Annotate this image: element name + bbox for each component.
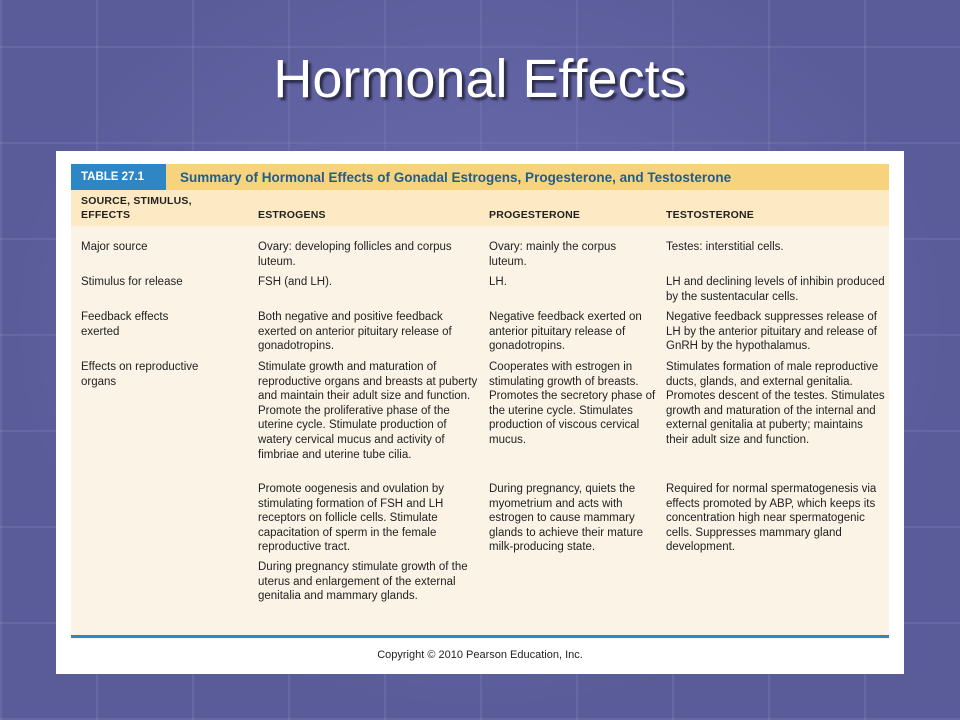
table-caption: Summary of Hormonal Effects of Gonadal Estrogens, Progesterone, and Testosterone [180,169,732,185]
table-bottom-rule [71,635,889,638]
estrogens-cell: Stimulate growth and maturation of reproductive organs and breasts at puberty and maintain their adult size and function. Promote the proliferative phase of the uterine cycle. Stimulate production of watery cervical mucus and activity of fimbriae and uterine tube cilia. [258,361,478,461]
testosterone-cell: Required for normal spermatogenesis via effects promoted by ABP, which keeps its concentration high near spermatogenic cells. Suppresses mammary gland development. [666,483,877,554]
header-testosterone: TESTOSTERONE [666,209,754,221]
testosterone-cell: LH and declining levels of inhibin produced by the sustentacular cells. [666,276,885,303]
header-source: SOURCE, STIMULUS, EFFECTS [81,195,192,221]
progesterone-cell: Ovary: mainly the corpus luteum. [489,241,617,268]
table-figure [56,151,904,674]
row-label: Major source [81,241,148,253]
copyright-notice: Copyright © 2010 Pearson Education, Inc. [377,649,583,661]
estrogens-cell: Both negative and positive feedback exerted on anterior pituitary release of gonadotropins. [258,311,452,353]
summary-table [71,164,889,639]
estrogens-cell: Ovary: developing follicles and corpus luteum. [258,241,452,268]
progesterone-cell: LH. [489,276,507,288]
header-progesterone: PROGESTERONE [489,209,581,221]
row-label: Effects on reproductive organs [81,361,199,388]
column-headers [71,190,889,226]
progesterone-cell: Cooperates with estrogen in stimulating growth of breasts. Promotes the secretory phase of the uterine cycle. Stimulates production of viscous cervical mucus. [489,361,656,446]
slide-title: Hormonal Effects [273,49,687,109]
row-label: Feedback effects exerted [81,311,169,338]
progesterone-cell: During pregnancy, quiets the myometrium and acts with estrogen to cause mammary glands to achieve their mature milk-producing state. [489,483,644,554]
table-header-bar [71,164,889,190]
testosterone-cell: Stimulates formation of male reproductive ducts, glands, and external genitalia. Promotes descent of the testes. Stimulates growth and maturation of the internal and external genitalia at puberty; maintains their adult size and function. [666,361,885,446]
testosterone-cell: Negative feedback suppresses release of LH by the anterior pituitary and release of GnRH by the hypothalamus. [666,311,877,353]
estrogens-cell: During pregnancy stimulate growth of the uterus and enlargement of the external genitalia and mammary glands. [258,561,468,603]
progesterone-cell: Negative feedback exerted on anterior pituitary release of gonadotropins. [489,311,642,353]
estrogens-cell: Promote oogenesis and ovulation by stimulating formation of FSH and LH receptors on follicle cells. Stimulate capacitation of sperm in the female reproductive tract. [258,483,445,554]
row-label: Stimulus for release [81,276,183,288]
header-estrogens: ESTROGENS [258,209,326,221]
table-number: TABLE 27.1 [71,164,166,190]
testosterone-cell: Testes: interstitial cells. [666,241,784,253]
estrogens-cell: FSH (and LH). [258,276,333,288]
